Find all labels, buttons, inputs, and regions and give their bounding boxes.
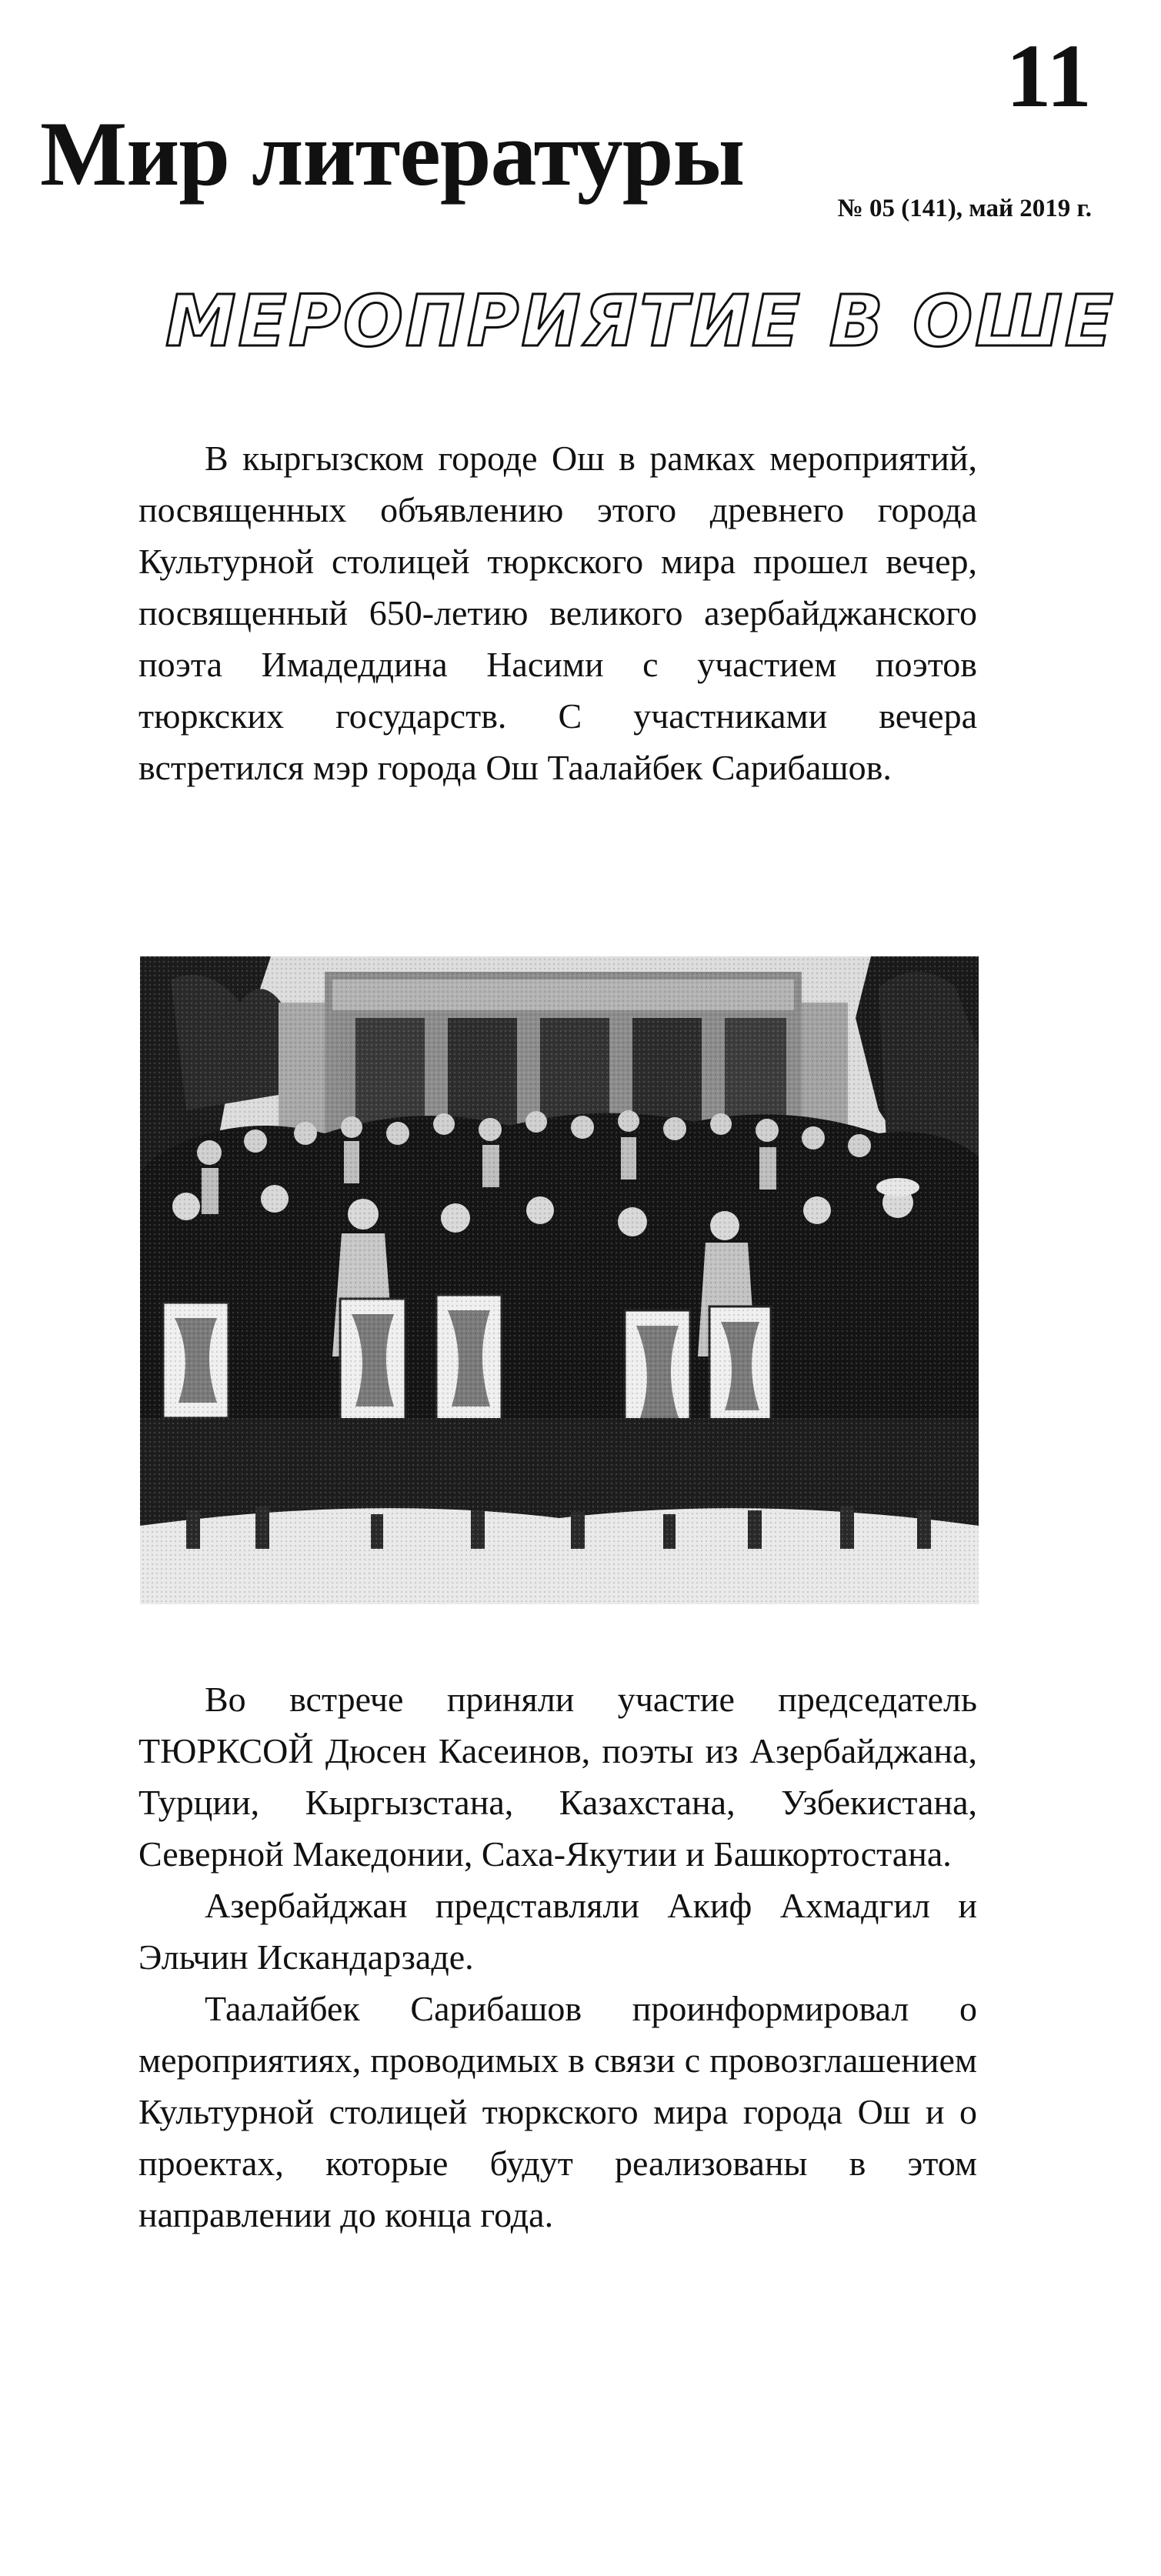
- newspaper-title: Мир литературы: [40, 102, 745, 205]
- article-body: [138, 1673, 977, 2241]
- group-photo: [140, 956, 979, 1604]
- paragraph: Таалайбек Сарибашов проинформировал о мероприятиях, проводимых в связи с провозглашением Культурной столицей тюркского мира города Ош и о проектах, которые будут реализованы в этом направлении до конца года.: [138, 1989, 977, 2234]
- group-photo-image: [140, 956, 979, 1604]
- article-headline: МЕРОПРИЯТИЕ В ОШЕ: [165, 280, 1116, 362]
- paragraph: Азербайджан представляли Акиф Ахмадгил и Эльчин Искандарзаде.: [138, 1886, 977, 1977]
- article-intro: [138, 432, 977, 793]
- paragraph: В кыргызском городе Ош в рамках мероприятий, посвященных объявлению этого древнего города Культурной столицей тюркского мира прошел вечер, посвященный 650-летию великого азербайджанского поэта Имадеддина Насими с участием поэтов тюркских государств. С участниками вечера встретился мэр города Ош Таалайбек Сарибашов.: [138, 439, 977, 787]
- page-number: 11: [1006, 25, 1092, 126]
- paragraph: Во встрече приняли участие председатель ТЮРКСОЙ Дюсен Касеинов, поэты из Азербайджана, Турции, Кыргызстана, Казахстана, Узбекистана, Северной Македонии, Саха-Якутии и Башкортостана.: [138, 1680, 977, 1874]
- issue-info: № 05 (141), май 2019 г.: [837, 195, 1092, 222]
